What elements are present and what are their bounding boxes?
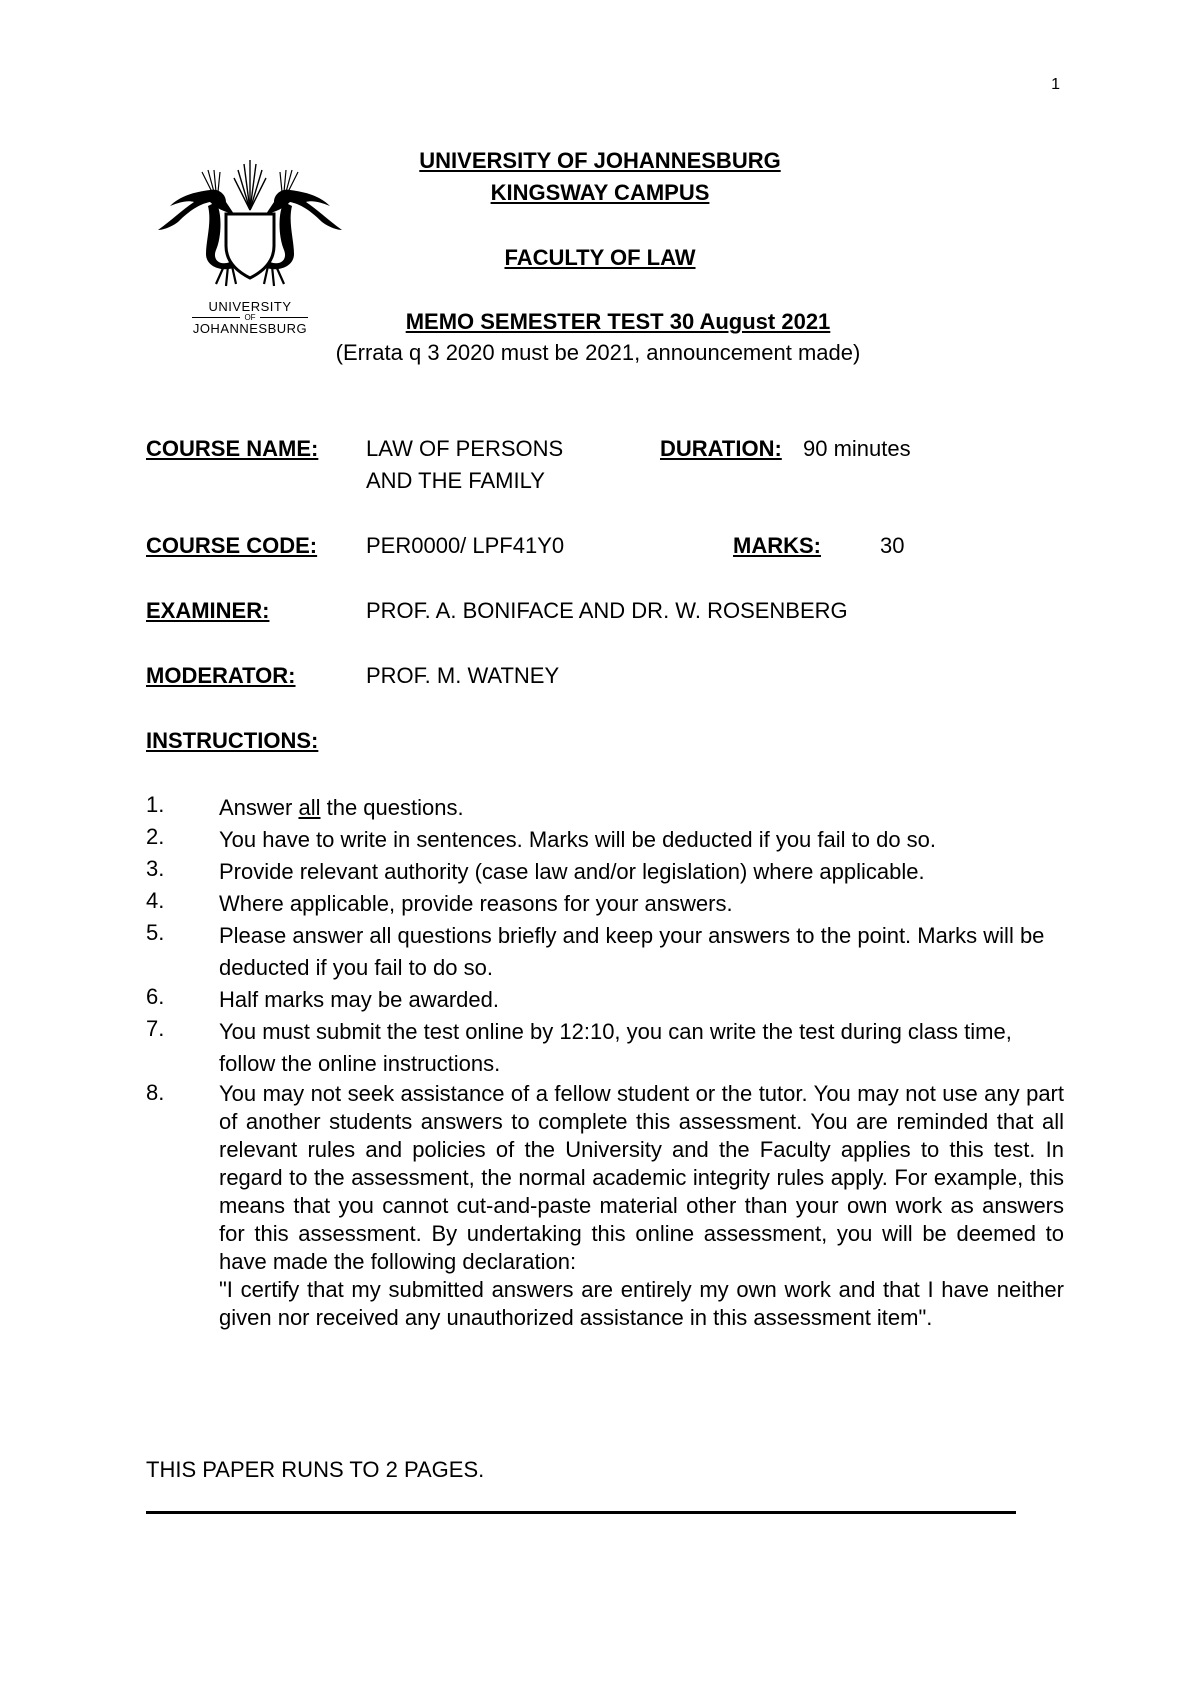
course-name-value-line2: AND THE FAMILY [366, 468, 545, 493]
instruction-text: Where applicable, provide reasons for your answers. [219, 891, 733, 916]
instruction-8-declaration: "I certify that my submitted answers are entirely my own work and that I have neither given nor received any unauthorized assistance in this assessment item". [219, 1277, 1064, 1330]
campus-heading: KINGSWAY CAMPUS [490, 180, 710, 205]
examiner-value: PROF. A. BONIFACE AND DR. W. ROSENBERG [366, 598, 848, 623]
memo-title: MEMO SEMESTER TEST 30 August 2021 [405, 309, 831, 334]
marks-label: MARKS: [733, 533, 821, 558]
course-code-value: PER0000/ LPF41Y0 [366, 533, 565, 558]
instruction-item-1 [146, 792, 1064, 824]
instruction-number: 2. [146, 824, 165, 849]
instruction-text-post: the questions. [320, 795, 464, 820]
university-heading: UNIVERSITY OF JOHANNESBURG [419, 148, 781, 173]
instruction-item-3 [146, 856, 1064, 888]
errata-note: (Errata q 3 2020 must be 2021, announcement made) [335, 340, 861, 365]
instructions-label: INSTRUCTIONS: [146, 728, 319, 753]
instruction-number: 7. [146, 1016, 165, 1041]
instruction-item-2 [146, 824, 1064, 856]
logo-of-text: OF [244, 313, 256, 322]
marks-value: 30 [880, 533, 905, 558]
instruction-text: You have to write in sentences. Marks will be deducted if you fail to do so. [219, 827, 937, 852]
page-count-note: THIS PAPER RUNS TO 2 PAGES. [146, 1457, 485, 1482]
duration-value: 90 minutes [803, 436, 911, 461]
instruction-item-8 [146, 1080, 1064, 1332]
logo-line-university: UNIVERSITY [208, 299, 292, 314]
instruction-item-6 [146, 984, 1064, 1016]
faculty-heading: FACULTY OF LAW [504, 245, 696, 270]
instructions-list [146, 792, 1064, 1332]
course-name-value-line1: LAW OF PERSONS [366, 436, 564, 461]
instruction-number: 5. [146, 920, 165, 945]
page-number: 1 [1051, 76, 1060, 93]
instruction-number: 4. [146, 888, 165, 913]
instruction-text: Please answer all questions briefly and keep your answers to the point. Marks will be deducted if you fail to do so. [219, 923, 1045, 980]
instruction-text-emphasis: all [298, 795, 321, 820]
instruction-number: 3. [146, 856, 165, 881]
moderator-value: PROF. M. WATNEY [366, 663, 560, 688]
instruction-text: You must submit the test online by 12:10, you can write the test during class time, follow the online instructions. [219, 1019, 1012, 1076]
course-code-label: COURSE CODE: [146, 533, 318, 558]
instruction-number: 6. [146, 984, 165, 1009]
course-name-label: COURSE NAME: [146, 436, 319, 461]
instruction-number: 8. [146, 1080, 165, 1105]
instruction-text-pre: Answer [219, 795, 299, 820]
instruction-8-body: You may not seek assistance of a fellow student or the tutor. You may not use any part of another students answers to complete this assessment. You are reminded that all relevant rules and policies of the University and the Faculty applies to this test. In regard to the assessment, the normal academic integrity rules apply. For example, this means that you cannot cut-and-paste material other than your own work as answers for this assessment. By undertaking this online assessment, you will be deemed to have made the following declaration: [219, 1081, 1064, 1274]
moderator-label: MODERATOR: [146, 663, 296, 688]
instruction-text [219, 1080, 1064, 1332]
instruction-text: Half marks may be awarded. [219, 987, 499, 1012]
instruction-item-4 [146, 888, 1064, 920]
instruction-text: Provide relevant authority (case law and/or legislation) where applicable. [219, 859, 925, 884]
examiner-label: EXAMINER: [146, 598, 270, 623]
duration-label: DURATION: [660, 436, 782, 461]
footer-divider [146, 1511, 1016, 1514]
instruction-number: 1. [146, 792, 165, 817]
university-logo [150, 150, 350, 336]
instruction-item-7 [146, 1016, 1064, 1080]
instruction-text [219, 792, 1064, 824]
logo-line-johannesburg: JOHANNESBURG [192, 321, 308, 336]
instruction-item-5 [146, 920, 1064, 984]
